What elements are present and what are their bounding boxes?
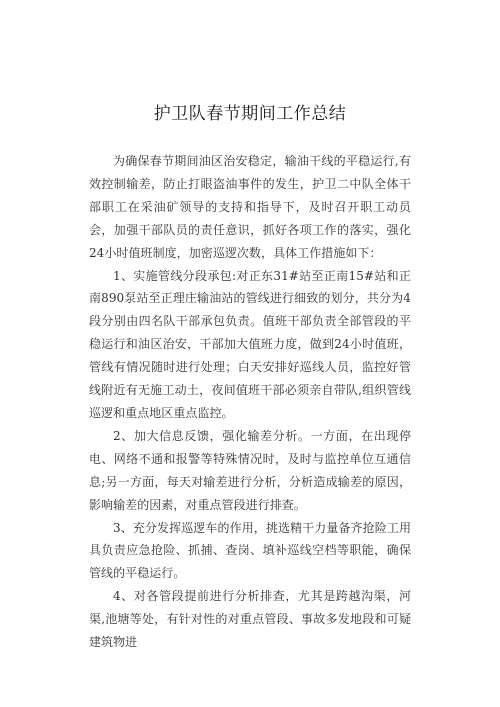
paragraph-intro: 为确保春节期间油区治安稳定，输油干线的平稳运行,有效控制输差，防止打眼盗油事件的发生，护卫二中队全体干部职工在采油矿领导的支持和指导下，及时召开职工动员会，加强干部队员的责任意识，抓好各项工作的落实，强化24小时值班制度，加密巡逻次数，具体工作措施如下： xyxy=(89,154,411,260)
paragraph-item-4: 4、对各管段提前进行分析排查，尤其是跨越沟渠，河渠,池塘等处，有针对性的对重点管段、事故多发地段和可疑建筑物进 xyxy=(89,589,411,650)
paragraph-item-1: 1、实施管线分段承包:对正东31#站至正南15#站和正南890泵站至正理庄输油站的管线进行细致的划分，共分为4段分别由四名队干部承包负责。值班干部负责全部管段的平稳运行和油区治安，干部加大值班力度，做到24小时值班，管线有情况随时进行处理；白天安排好巡线人员，监控好管线附近有无施工动土，夜间值班干部必须亲自带队,组织管线巡逻和重点地区重点监控。 xyxy=(89,268,411,420)
document-title: 护卫队春节期间工作总结 xyxy=(153,104,347,125)
paragraph-item-2: 2、加大信息反馈，强化输差分析。一方面，在出现停电、网络不通和报警等特殊情况时，及时与监控单位互通信息;另一方面，每天对输差进行分析，分析造成输差的原因，影响输差的因素，对重点管段进行排查。 xyxy=(89,428,411,512)
paragraph-item-3: 3、充分发挥巡逻车的作用，挑选精干力量备齐抢险工用具负责应急抢险、抓捕、查岗、填补巡线空档等职能，确保管线的平稳运行。 xyxy=(89,520,411,581)
document-body xyxy=(89,150,411,654)
